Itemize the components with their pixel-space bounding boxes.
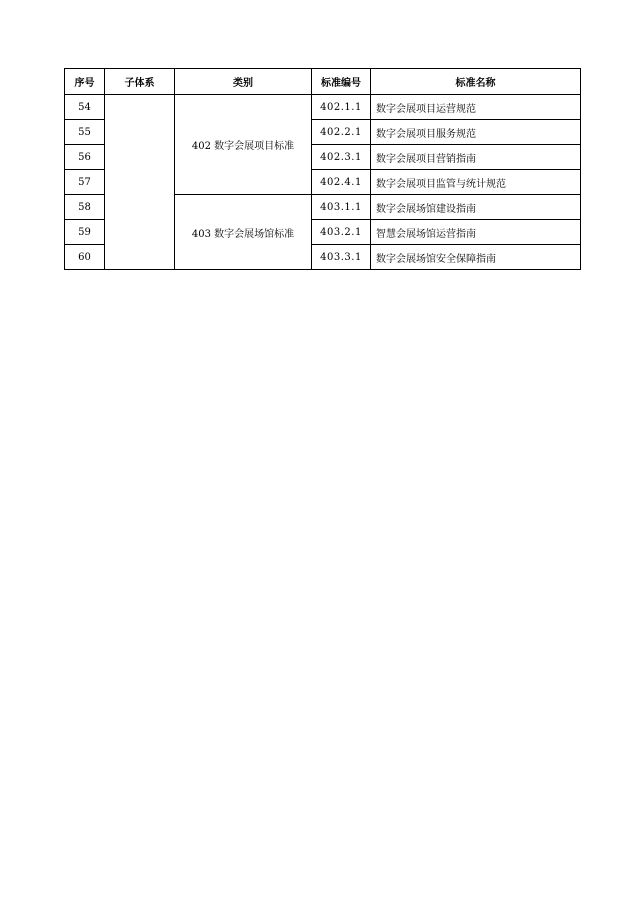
header-subsystem: 子体系: [105, 69, 175, 95]
header-code: 标准编号: [312, 69, 371, 95]
code-cell: 402.3.1: [312, 145, 371, 170]
code-cell: 402.1.1: [312, 95, 371, 120]
seq-cell: 54: [65, 95, 105, 120]
code-cell: 403.1.1: [312, 195, 371, 220]
seq-cell: 55: [65, 120, 105, 145]
name-cell: 数字会展项目服务规范: [371, 120, 581, 145]
standards-table: [64, 68, 581, 270]
header-name: 标准名称: [371, 69, 581, 95]
category-cell: 402 数字会展项目标准: [175, 95, 312, 195]
subsystem-cell: [105, 95, 175, 270]
header-seq: 序号: [65, 69, 105, 95]
code-cell: 402.4.1: [312, 170, 371, 195]
code-cell: 403.2.1: [312, 220, 371, 245]
category-cell: 403 数字会展场馆标准: [175, 195, 312, 270]
seq-cell: 58: [65, 195, 105, 220]
name-cell: 数字会展项目营销指南: [371, 145, 581, 170]
name-cell: 智慧会展场馆运营指南: [371, 220, 581, 245]
seq-cell: 57: [65, 170, 105, 195]
header-category: 类别: [175, 69, 312, 95]
code-cell: 402.2.1: [312, 120, 371, 145]
name-cell: 数字会展场馆建设指南: [371, 195, 581, 220]
table-header-row: [65, 69, 581, 95]
name-cell: 数字会展场馆安全保障指南: [371, 245, 581, 270]
code-cell: 403.3.1: [312, 245, 371, 270]
name-cell: 数字会展项目运营规范: [371, 95, 581, 120]
seq-cell: 59: [65, 220, 105, 245]
name-cell: 数字会展项目监管与统计规范: [371, 170, 581, 195]
seq-cell: 60: [65, 245, 105, 270]
seq-cell: 56: [65, 145, 105, 170]
table-row: [65, 95, 581, 120]
